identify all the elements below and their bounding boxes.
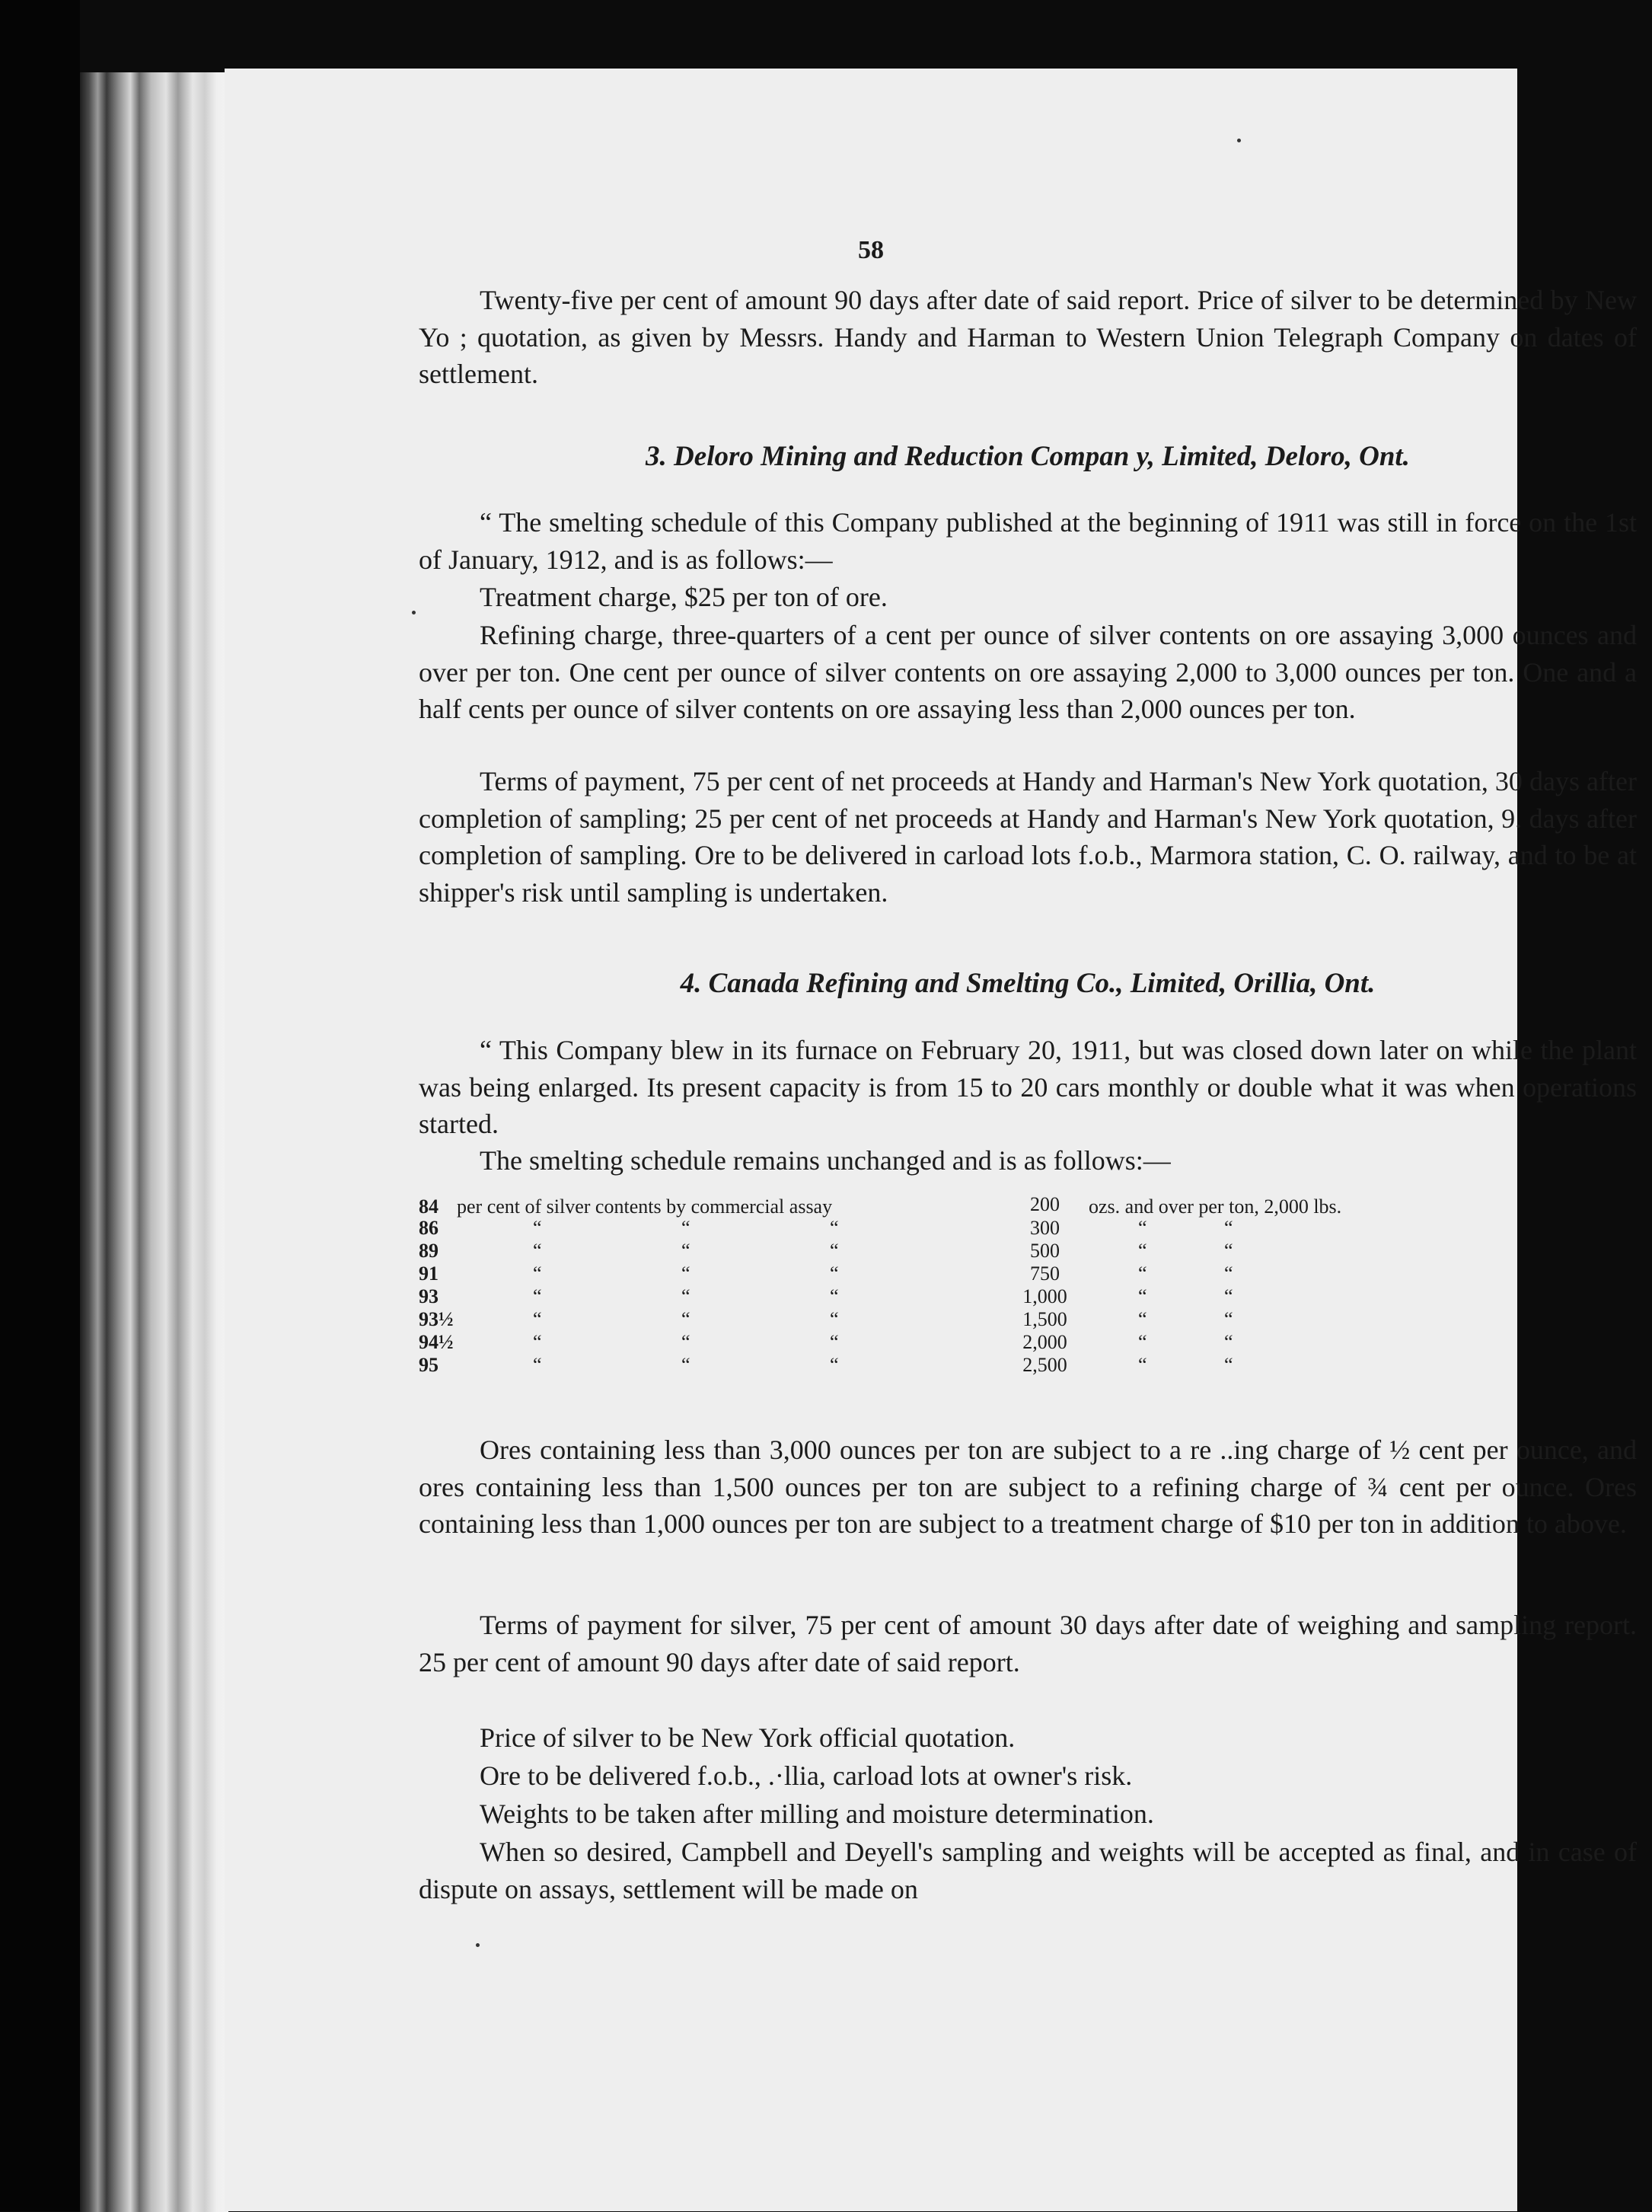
schedule-description: per cent of silver contents by commercial assay — [457, 1195, 833, 1218]
ditto-mark: “ — [1224, 1217, 1233, 1239]
ditto-mark: “ — [1138, 1240, 1147, 1262]
schedule-row — [419, 1262, 1652, 1285]
schedule-row — [419, 1354, 1652, 1377]
ditto-mark: “ — [681, 1262, 690, 1285]
paragraph-delivery: Ore to be delivered f.o.b., .·llia, carload lots at owner's risk. — [480, 1760, 1133, 1791]
schedule-row — [419, 1195, 1652, 1218]
ditto-mark: “ — [533, 1285, 542, 1307]
ditto-mark: “ — [1224, 1240, 1233, 1262]
ditto-mark: “ — [1224, 1308, 1233, 1330]
schedule-row — [419, 1308, 1652, 1331]
schedule-row — [419, 1285, 1652, 1308]
ditto-mark: “ — [1224, 1285, 1233, 1307]
scan-speck — [1237, 139, 1241, 142]
paragraph-weights: Weights to be taken after milling and moisture determination. — [480, 1799, 1154, 1829]
ditto-mark: “ — [1138, 1308, 1147, 1330]
scan-speck — [412, 611, 416, 614]
schedule-tail: ozs. and over per ton, 2,000 lbs. — [1089, 1195, 1342, 1218]
page-number: 58 — [858, 236, 884, 264]
ditto-mark: “ — [533, 1262, 542, 1285]
schedule-ounces: 1,500 — [1022, 1308, 1067, 1330]
ditto-mark: “ — [681, 1217, 690, 1239]
schedule-ounces: 1,000 — [1022, 1285, 1067, 1307]
ditto-mark: “ — [681, 1240, 690, 1262]
schedule-percent: 93½ — [419, 1308, 454, 1330]
ditto-mark: “ — [1224, 1354, 1233, 1376]
paragraph-refining-charge: Refining charge, three-quarters of a cent per ounce of silver contents on ore assaying 3,000 ounces and over per ton. One cent per ounce of silver contents on ore assaying 2,000 to 3,000 ounces per ton. One and a half cents per ounce of silver contents on ore assaying less than 2,000 ounces per ton. — [419, 620, 1637, 724]
ditto-mark: “ — [1224, 1331, 1233, 1353]
schedule-percent: 94½ — [419, 1331, 454, 1353]
paragraph-schedule-intro: The smelting schedule remains unchanged and is as follows:— — [480, 1145, 1171, 1176]
schedule-ounces: 2,500 — [1022, 1354, 1067, 1376]
section-heading-deloro: 3. Deloro Mining and Reduction Compan y, Limited, Deloro, Ont. — [646, 441, 1410, 472]
schedule-ounces: 500 — [1030, 1240, 1060, 1262]
ditto-mark: “ — [681, 1285, 690, 1307]
scan-speck — [476, 1943, 480, 1947]
schedule-percent: 84 — [419, 1195, 439, 1218]
document-page — [225, 69, 1637, 2211]
paragraph-refining-ores: Ores containing less than 3,000 ounces per ton are subject to a re ..ing charge of ½ cent per ounce, and ores containing less than 1,500 ounces per ton are subject to a refining charge of ¾ cent per ounce. Ores containing less than 1,000 ounces per ton are subject to a treatment charge of $10 per ton in addition to above. — [419, 1435, 1637, 1539]
ditto-mark: “ — [1138, 1331, 1147, 1353]
ditto-mark: “ — [830, 1285, 839, 1307]
schedule-ounces: 2,000 — [1022, 1331, 1067, 1353]
paragraph-deloro-payment: Terms of payment, 75 per cent of net proceeds at Handy and Harman's New York quotation, 30 days after completion of sampling; 25 per cent of net proceeds at Handy and Harman's New York quotation, 9. days after completion of sampling. Ore to be delivered in carload lots f.o.b., Marmora station, C. O. railway, and to be at shipper's risk until sampling is undertaken. — [419, 766, 1637, 908]
paragraph-disputes: When so desired, Campbell and Deyell's sampling and weights will be accepted as final, and in case of dispute on assays, settlement will be made on — [419, 1837, 1637, 1904]
ditto-mark: “ — [830, 1308, 839, 1330]
schedule-ounces: 750 — [1030, 1262, 1060, 1285]
ditto-mark: “ — [533, 1354, 542, 1376]
schedule-row — [419, 1331, 1652, 1354]
schedule-row — [419, 1240, 1652, 1262]
section-heading-canada-refining: 4. Canada Refining and Smelting Co., Limited, Orillia, Ont. — [680, 968, 1376, 999]
ditto-mark: “ — [681, 1308, 690, 1330]
ditto-mark: “ — [533, 1308, 542, 1330]
paragraph-canada-intro: “ This Company blew in its furnace on February 20, 1911, but was closed down later on while the plant was being enlarged. Its present capacity is from 15 to 20 cars monthly or double what it was when operations started. — [419, 1035, 1637, 1139]
ditto-mark: “ — [830, 1240, 839, 1262]
paragraph-treatment-charge: Treatment charge, $25 per ton of ore. — [480, 582, 888, 612]
book-spine-shadow — [80, 72, 228, 2212]
paragraph-payment-terms: Twenty-five per cent of amount 90 days after date of said report. Price of silver to be determined by New Yo ; quotation, as given by Messrs. Handy and Harman to Western Union Telegraph Company on dates of settlement. — [419, 285, 1637, 389]
schedule-percent: 89 — [419, 1240, 439, 1262]
ditto-mark: “ — [1138, 1217, 1147, 1239]
ditto-mark: “ — [1138, 1262, 1147, 1285]
ditto-mark: “ — [830, 1354, 839, 1376]
ditto-mark: “ — [830, 1262, 839, 1285]
ditto-mark: “ — [533, 1240, 542, 1262]
ditto-mark: “ — [681, 1331, 690, 1353]
schedule-percent: 91 — [419, 1262, 439, 1285]
ditto-mark: “ — [533, 1331, 542, 1353]
schedule-ounces: 200 — [1030, 1193, 1060, 1215]
paragraph-deloro-intro: “ The smelting schedule of this Company published at the beginning of 1911 was still in force on the 1st of January, 1912, and is as follows:— — [419, 507, 1637, 575]
schedule-percent: 93 — [419, 1285, 439, 1307]
ditto-mark: “ — [1224, 1262, 1233, 1285]
scan-left-border — [0, 0, 80, 2211]
schedule-percent: 86 — [419, 1217, 439, 1239]
paragraph-silver-price: Price of silver to be New York official quotation. — [480, 1722, 1016, 1753]
ditto-mark: “ — [681, 1354, 690, 1376]
schedule-ounces: 300 — [1030, 1217, 1060, 1239]
paragraph-silver-payment: Terms of payment for silver, 75 per cent of amount 30 days after date of weighing and sampling report. 25 per cent of amount 90 days after date of said report. — [419, 1610, 1637, 1677]
schedule-percent: 95 — [419, 1354, 439, 1376]
ditto-mark: “ — [533, 1217, 542, 1239]
ditto-mark: “ — [830, 1331, 839, 1353]
ditto-mark: “ — [830, 1217, 839, 1239]
schedule-row — [419, 1217, 1652, 1240]
ditto-mark: “ — [1138, 1354, 1147, 1376]
ditto-mark: “ — [1138, 1285, 1147, 1307]
